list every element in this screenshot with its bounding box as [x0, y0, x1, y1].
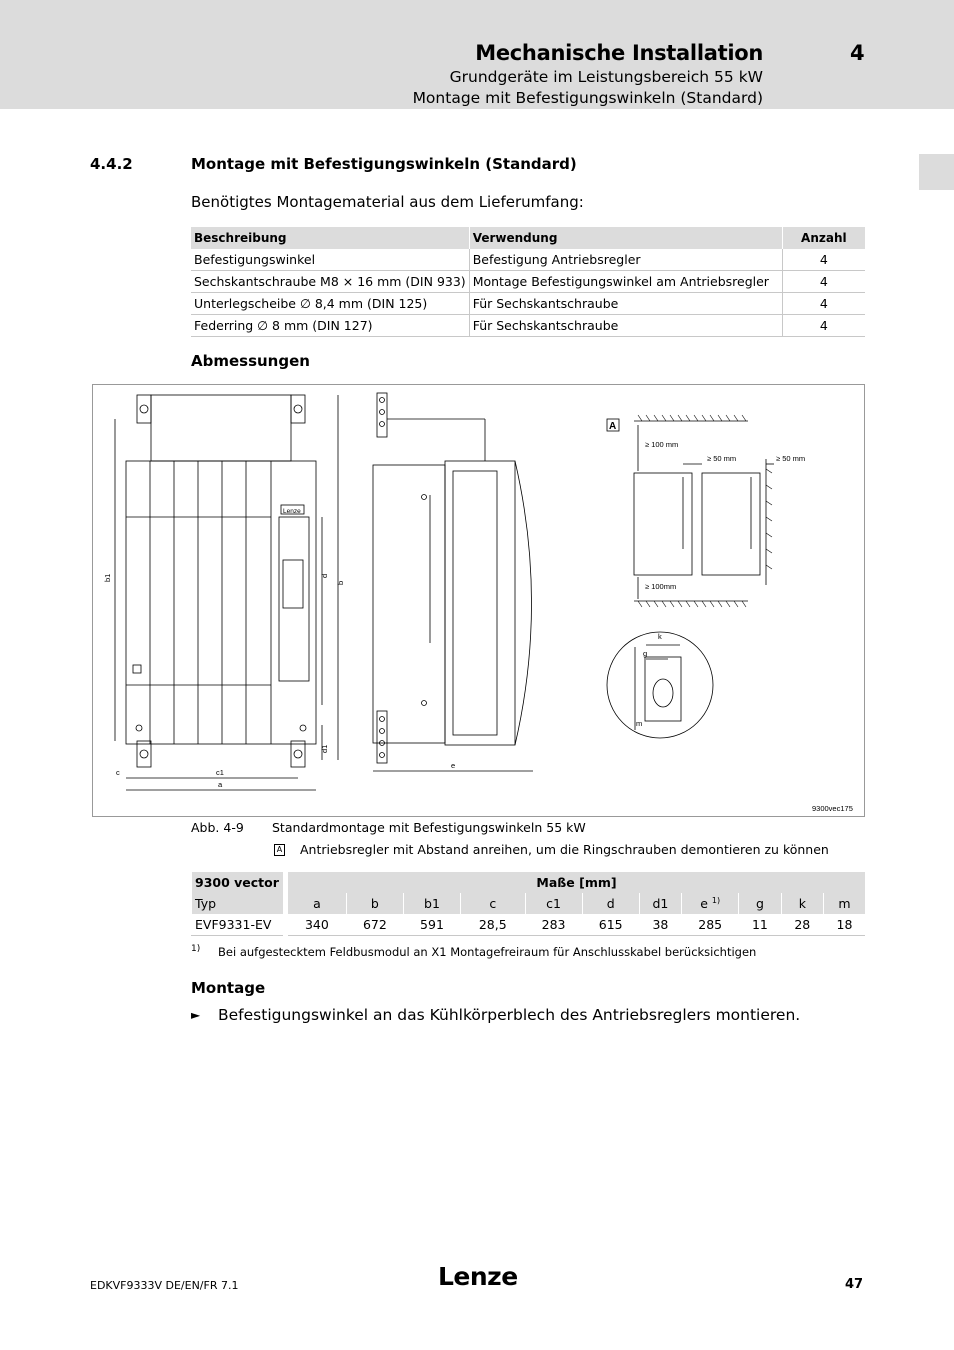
- column-header: c1: [525, 893, 582, 914]
- table-row: [191, 293, 865, 315]
- dim-label-m: m: [636, 719, 643, 728]
- bullet-arrow-icon: ►: [191, 1008, 201, 1022]
- dim-label-a: a: [218, 780, 223, 789]
- lenze-logo: Lenze: [438, 1262, 518, 1291]
- series-header: 9300 vector: [192, 872, 286, 893]
- clearance-side-label-2: ≥ 50 mm: [776, 454, 806, 463]
- table-cell: 283: [525, 914, 582, 936]
- table-cell: 18: [824, 914, 865, 936]
- table-cell: 28,5: [461, 914, 525, 936]
- top-bracket-right: [291, 395, 305, 423]
- column-header-e: [682, 893, 739, 914]
- table-cell: 615: [582, 914, 639, 936]
- column-header: k: [781, 893, 823, 914]
- table-row: [191, 315, 865, 337]
- top-bracket-left: [137, 395, 151, 423]
- technical-drawing: [93, 385, 864, 816]
- column-header: c: [461, 893, 525, 914]
- marker-a: A: [609, 421, 617, 432]
- front-view-housing: [126, 461, 316, 744]
- table-cell: 4: [782, 249, 865, 271]
- table-cell: Sechskantschraube M8 × 16 mm (DIN 933): [191, 271, 469, 293]
- clearance-top-label: ≥ 100 mm: [645, 440, 679, 449]
- column-header: a: [286, 893, 347, 914]
- side-bracket-top: [377, 393, 387, 437]
- figure-caption: Standardmontage mit Befestigungswinkeln 55 kW: [272, 820, 586, 835]
- type-cell: EVF9331-EV: [192, 914, 286, 936]
- dim-label-k: k: [658, 632, 662, 641]
- clearance-bottom-label: ≥ 100mm: [645, 582, 677, 591]
- footnote-marker: 1): [191, 944, 201, 954]
- chapter-side-tab: [919, 154, 954, 190]
- dim-label-c: c: [116, 768, 120, 777]
- column-header: Beschreibung: [191, 227, 469, 249]
- dimensions-heading: Abmessungen: [191, 352, 310, 370]
- chapter-title: Mechanische Installation: [475, 41, 763, 65]
- table-cell: 4: [782, 293, 865, 315]
- section-title: Montage mit Befestigungswinkeln (Standard): [191, 155, 577, 173]
- detail-circle: [607, 632, 713, 738]
- table-cell: Unterlegscheibe ∅ 8,4 mm (DIN 125): [191, 293, 469, 315]
- figure-note-marker: A: [274, 844, 285, 856]
- dim-label-b1: b1: [103, 573, 112, 582]
- dim-label-b: b: [336, 580, 345, 585]
- control-module: [279, 517, 309, 681]
- column-header: g: [739, 893, 781, 914]
- side-bracket-bottom: [377, 711, 387, 763]
- page-number: 47: [845, 1277, 864, 1292]
- table-cell: Für Sechskantschraube: [469, 293, 782, 315]
- document-id: EDKVF9333V DE/EN/FR 7.1: [90, 1279, 239, 1292]
- table-cell: 672: [346, 914, 403, 936]
- dimensions-table: [191, 872, 865, 936]
- footnote-text: Bei aufgestecktem Feldbusmodul an X1 Montagefreiraum für Anschlusskabel berücksichtigen: [218, 945, 757, 959]
- dim-label-g: g: [643, 649, 648, 658]
- table-cell: Für Sechskantschraube: [469, 315, 782, 337]
- dim-label-c1: c1: [216, 768, 224, 777]
- footnote-ref: 1): [711, 895, 721, 905]
- top-mounting-plate: [151, 395, 291, 461]
- table-cell: 591: [403, 914, 460, 936]
- column-header: m: [824, 893, 865, 914]
- dimension-drawing: [92, 384, 865, 817]
- table-row: [191, 249, 865, 271]
- column-header: e: [700, 896, 708, 912]
- table-row: [192, 914, 866, 936]
- table-cell: 38: [639, 914, 681, 936]
- column-header: b: [346, 893, 403, 914]
- table-header-row: [192, 893, 866, 914]
- column-header: d: [582, 893, 639, 914]
- side-view-mounting-plate: [373, 465, 445, 743]
- table-cell: 4: [782, 315, 865, 337]
- table-cell: 4: [782, 271, 865, 293]
- chapter-subtitle: Grundgeräte im Leistungsbereich 55 kW: [449, 68, 763, 86]
- table-cell: Montage Befestigungswinkel am Antriebsregler: [469, 271, 782, 293]
- table-row: [191, 271, 865, 293]
- device-brand: Lenze: [283, 508, 301, 515]
- table-cell: 340: [286, 914, 347, 936]
- table-cell: 28: [781, 914, 823, 936]
- column-header: Anzahl: [782, 227, 865, 249]
- dim-label-d: d: [320, 573, 329, 578]
- table-cell: 285: [682, 914, 739, 936]
- section-intro: Benötigtes Montagematerial aus dem Lieferumfang:: [191, 193, 584, 211]
- chapter-number: 4: [850, 41, 865, 65]
- table-cell: Befestigungswinkel: [191, 249, 469, 271]
- bottom-bracket-left: [137, 741, 151, 767]
- chapter-subtitle-2: Montage mit Befestigungswinkeln (Standard): [412, 89, 763, 107]
- montage-step: Befestigungswinkel an das Kühlkörperblech des Antriebsreglers montieren.: [218, 1006, 801, 1024]
- drawing-code: 9300vec175: [812, 804, 853, 813]
- table-cell: Befestigung Antriebsregler: [469, 249, 782, 271]
- clearance-side-label: ≥ 50 mm: [707, 454, 737, 463]
- table-header-row: [191, 227, 865, 249]
- group-header: Maße [mm]: [286, 872, 866, 893]
- table-cell: 11: [739, 914, 781, 936]
- bottom-bracket-right: [291, 741, 305, 767]
- montage-heading: Montage: [191, 979, 266, 997]
- column-header: d1: [639, 893, 681, 914]
- dim-label-d1: d1: [320, 744, 329, 753]
- column-header: Verwendung: [469, 227, 782, 249]
- figure-note: Antriebsregler mit Abstand anreihen, um die Ringschrauben demontieren zu können: [300, 842, 829, 857]
- figure-caption-number: Abb. 4-9: [191, 820, 244, 835]
- heatsink: [445, 461, 515, 745]
- table-cell: Federring ∅ 8 mm (DIN 127): [191, 315, 469, 337]
- type-header: Typ: [192, 893, 286, 914]
- column-header: b1: [403, 893, 460, 914]
- table-header-row: [192, 872, 866, 893]
- section-number: 4.4.2: [90, 155, 133, 173]
- material-table: [191, 227, 865, 337]
- dim-label-e: e: [451, 761, 456, 770]
